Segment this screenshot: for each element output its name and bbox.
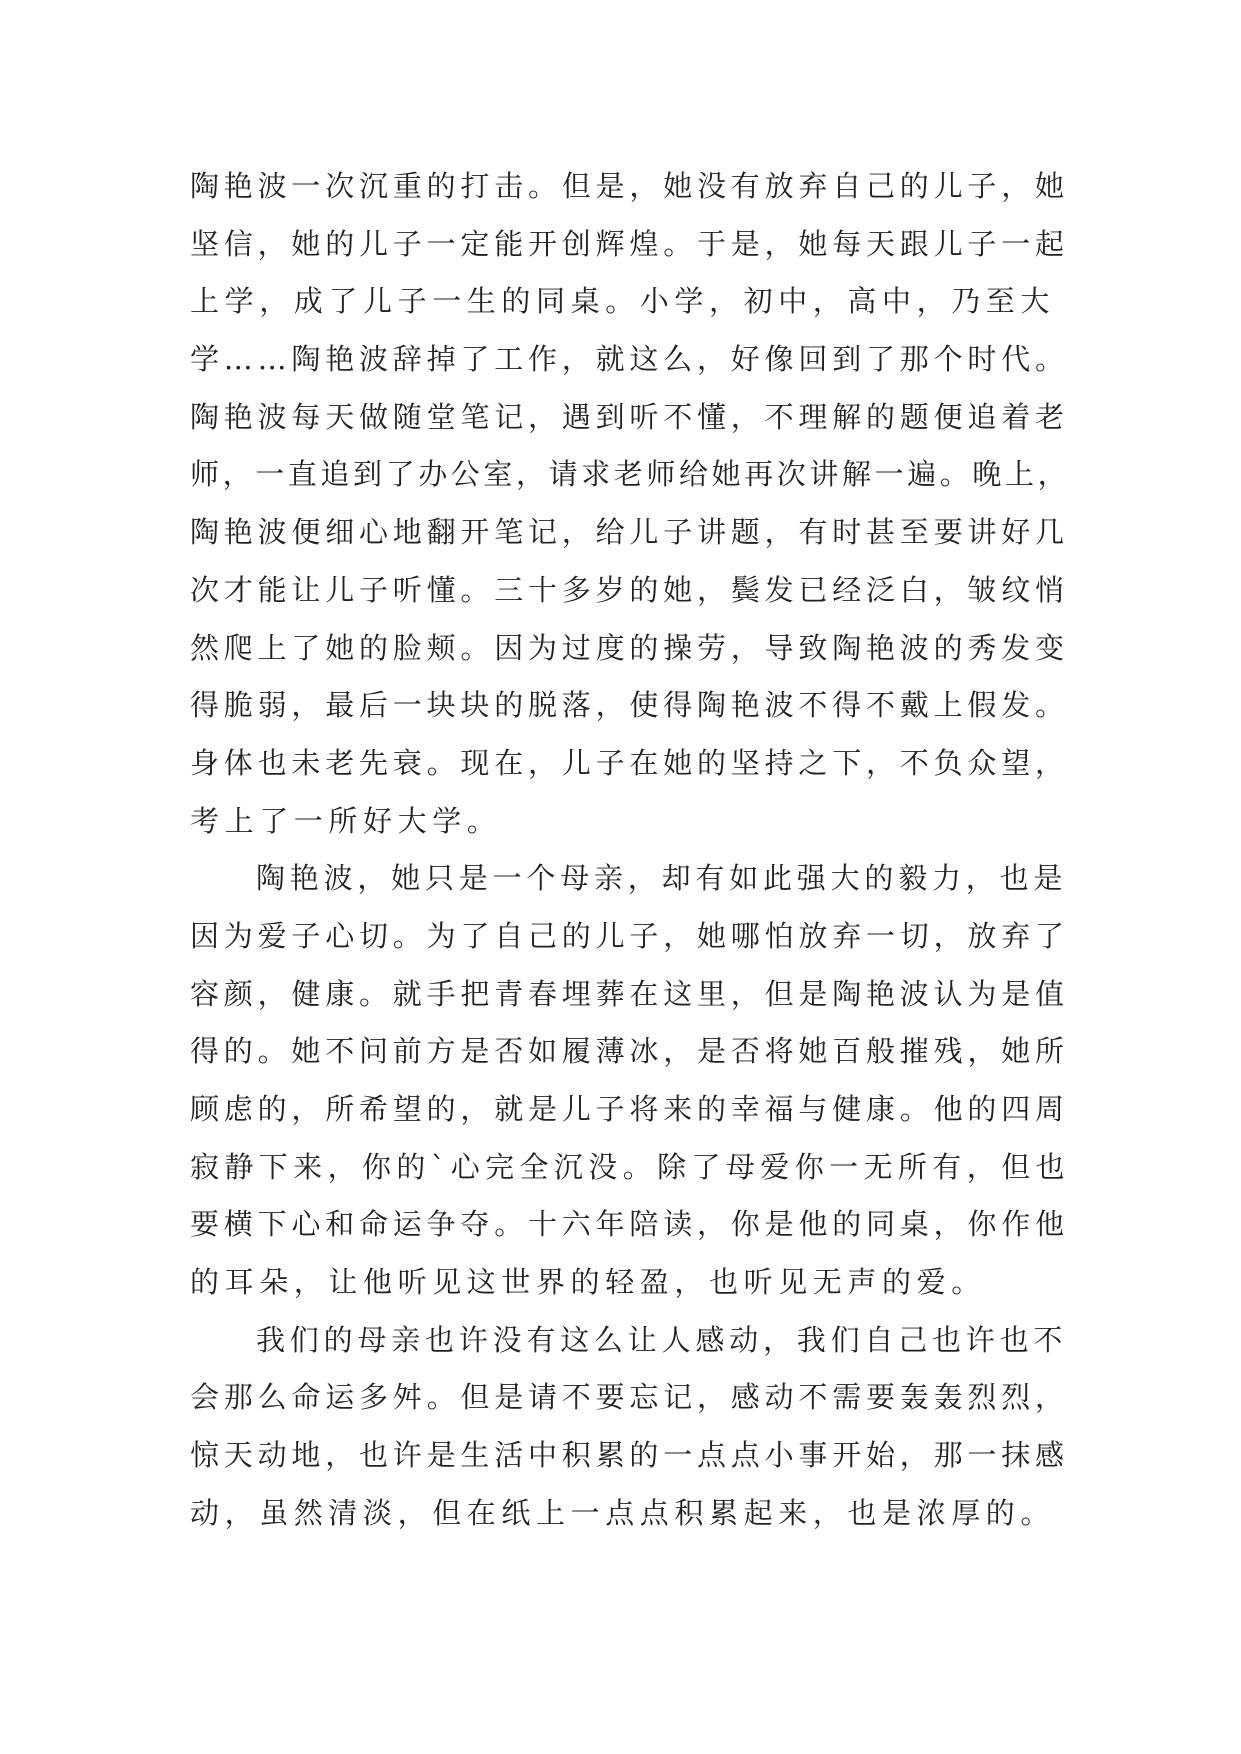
text-line: 陶艳波便细心地翻开笔记，给儿子讲题，有时甚至要讲好几 bbox=[190, 515, 1069, 550]
text-line: 坚信，她的儿子一定能开创辉煌。于是，她每天跟儿子一起 bbox=[190, 226, 1069, 261]
text-line: 寂静下来，你的`心完全沉没。除了母爱你一无所有，但也 bbox=[190, 1149, 1070, 1184]
text-line: 要横下心和命运争夺。十六年陪读，你是他的同桌，你作他 bbox=[190, 1207, 1069, 1242]
text-line: 陶艳波，她只是一个母亲，却有如此强大的毅力，也是 bbox=[256, 861, 1068, 896]
text-line: 学……陶艳波辞掉了工作，就这么，好像回到了那个时代。 bbox=[190, 342, 1069, 377]
text-line: 我们的母亲也许没有这么让人感动，我们自己也许也不 bbox=[256, 1322, 1068, 1357]
text-line: 得的。她不问前方是否如履薄冰，是否将她百般摧残，她所 bbox=[190, 1034, 1069, 1069]
text-line: 容颜，健康。就手把青春埋葬在这里，但是陶艳波认为是值 bbox=[190, 976, 1069, 1011]
text-line: 陶艳波每天做随堂笔记，遇到听不懂，不理解的题便追着老 bbox=[190, 399, 1069, 434]
text-line: 次才能让儿子听懂。三十多岁的她，鬓发已经泛白，皱纹悄 bbox=[190, 572, 1069, 607]
text-line: 陶艳波一次沉重的打击。但是，她没有放弃自己的儿子，她 bbox=[190, 169, 1069, 203]
text-line: 因为爱子心切。为了自己的儿子，她哪怕放弃一切，放弃了 bbox=[190, 918, 1069, 953]
text-line: 然爬上了她的脸颊。因为过度的操劳，导致陶艳波的秀发变 bbox=[190, 630, 1069, 665]
text-line: 上学，成了儿子一生的同桌。小学，初中，高中，乃至大 bbox=[190, 284, 1056, 319]
document-page bbox=[190, 158, 1070, 1543]
text-line: 动，虽然清淡，但在纸上一点点积累起来，也是浓厚的。 bbox=[190, 1495, 1056, 1530]
text-line: 惊天动地，也许是生活中积累的一点点小事开始，那一抹感 bbox=[190, 1438, 1069, 1473]
text-line: 身体也未老先衰。现在，儿子在她的坚持之下，不负众望， bbox=[190, 745, 1069, 780]
text-line: 会那么命运多舛。但是请不要忘记，感动不需要轰轰烈烈， bbox=[190, 1380, 1069, 1415]
text-line: 师，一直追到了办公室，请求老师给她再次讲解一遍。晚上， bbox=[190, 457, 1071, 492]
text-line: 考上了一所好大学。 bbox=[190, 803, 502, 838]
text-line: 得脆弱，最后一块块的脱落，使得陶艳波不得不戴上假发。 bbox=[190, 688, 1069, 723]
text-line: 顾虑的，所希望的，就是儿子将来的幸福与健康。他的四周 bbox=[190, 1092, 1069, 1126]
text-line: 的耳朵，让他听见这世界的轻盈，也听见无声的爱。 bbox=[190, 1265, 986, 1300]
